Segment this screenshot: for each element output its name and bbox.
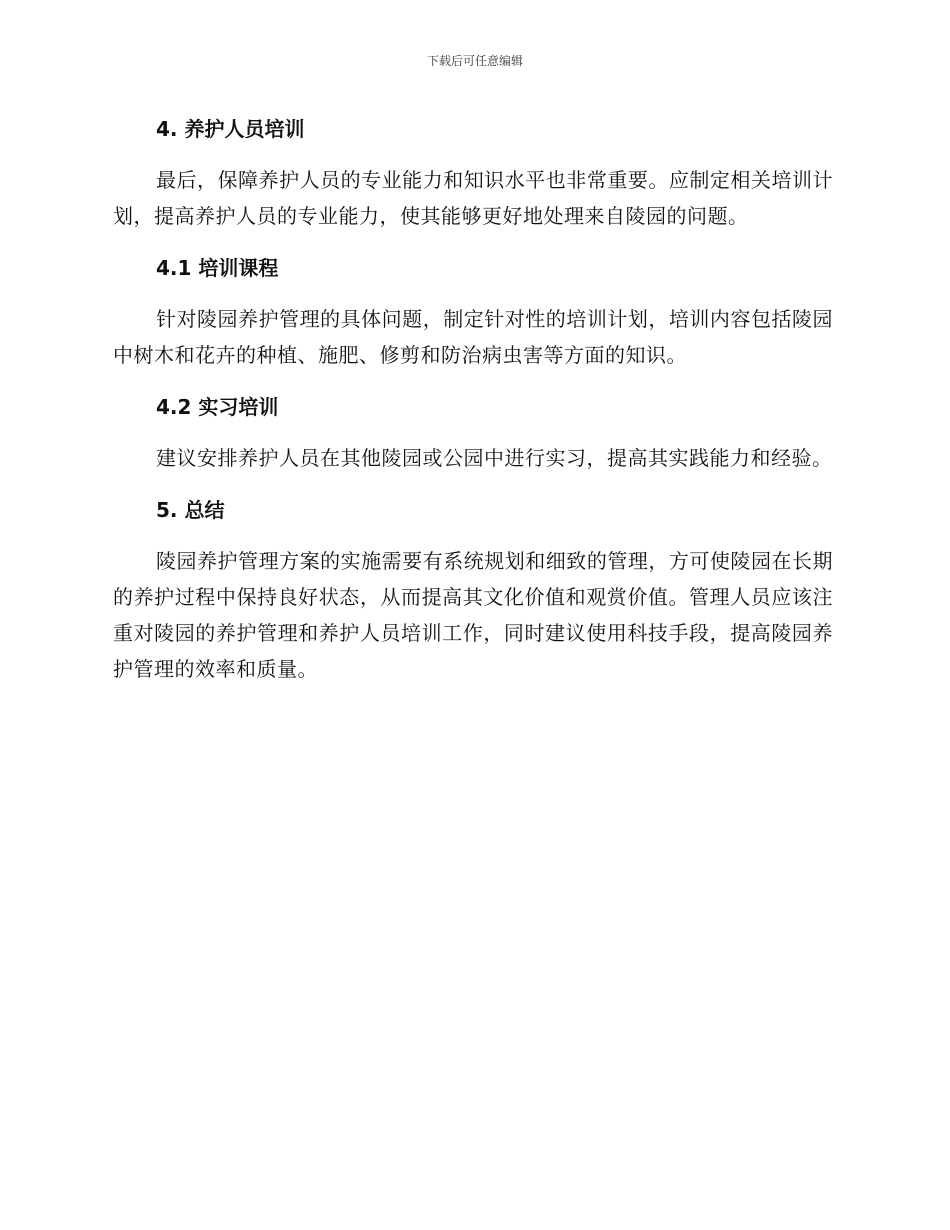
section-paragraph-internship: 建议安排养护人员在其他陵园或公园中进行实习，提高其实践能力和经验。 <box>156 446 833 470</box>
section-heading-summary: 5. 总结 <box>156 498 225 522</box>
section-paragraph-courses: 针对陵园养护管理的具体问题，制定针对性的培训计划，培训内容包括陵园中树木和花卉的种植、施肥、修剪和防治病虫害等方面的知识。 <box>113 307 833 367</box>
page-header-note: 下载后可任意编辑 <box>426 54 523 68</box>
document-body <box>113 112 833 704</box>
section-paragraph-training: 最后，保障养护人员的专业能力和知识水平也非常重要。应制定相关培训计划，提高养护人员的专业能力，使其能够更好地处理来自陵园的问题。 <box>113 168 833 228</box>
section-heading-internship: 4.2 实习培训 <box>156 395 279 419</box>
section-paragraph-summary: 陵园养护管理方案的实施需要有系统规划和细致的管理，方可使陵园在长期的养护过程中保持良好状态，从而提高其文化价值和观赏价值。管理人员应该注重对陵园的养护管理和养护人员培训工作，同时建议使用科技手段，提高陵园养护管理的效率和质量。 <box>113 549 833 681</box>
section-heading-training: 4. 养护人员培训 <box>156 117 305 141</box>
section-heading-courses: 4.1 培训课程 <box>156 256 279 280</box>
